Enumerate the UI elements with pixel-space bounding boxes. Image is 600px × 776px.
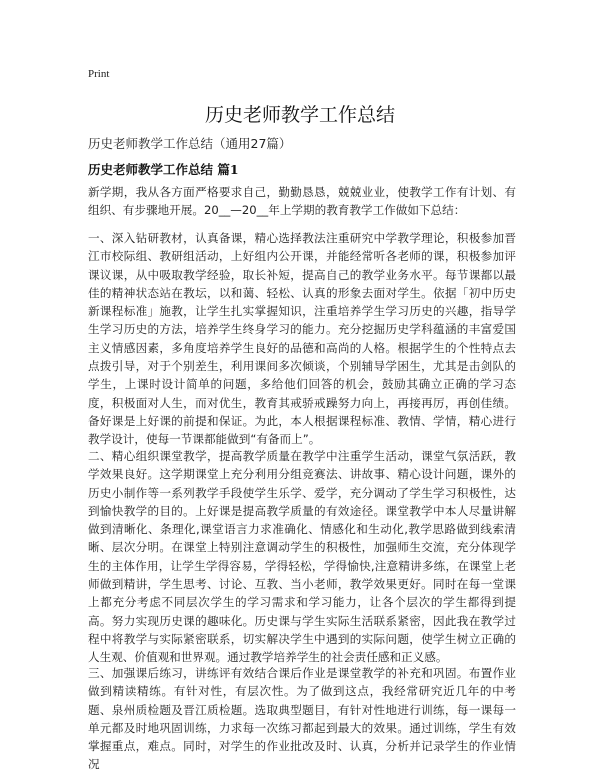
- paragraph-section-2: 二、精心组织课堂教学，提高教学质量在教学中注重学生活动，课堂气氛活跃，教学效果良好。这学期课堂上充分利用分组竞赛法、讲故事、精心设计问题，课外的历史小制作等一系列教学手段使学生乐学、爱学，充分调动了学生学习积极性，达到愉快教学的目的。上好课是提高教学质量的有效途径。课堂教学中本人尽量讲解做到清晰化、条理化,课堂语言力求准确化、情感化和生动化,教学思路做到线索清晰、层次分明。在课堂上特别注意调动学生的积极性，加强师生交流，充分体现学生的主体作用，让学生学得容易，学得轻松，学得愉快,注意精讲多练，在课堂上老师做到精讲，学生思考、讨论、互教、当小老师，教学效果更好。同时在每一堂课上都充分考虑不同层次学生的学习需求和学习能力，让各个层次的学生都得到提高。努力实现历史课的趣味化。历史课与学生实际生活联系紧密，因此我在教学过程中将教学与实际紧密联系，切实解决学生中遇到的实际问题，使学生树立正确的人生观、价值观和世界观。通过教学培养学生的社会责任感和正义感。: [88, 449, 516, 665]
- paragraph-section-1: 一、深入钻研教材，认真备课，精心选择教法注重研究中学教学理论，积极参加晋江市校际组、教研组活动，上好组内公开课，并能经常听各老师的课，积极参加评课议课，从中吸取教学经验，取长补短，提高自己的教学业务水平。每节课都以最佳的精神状态站在教坛，以和蔼、轻松、认真的形象去面对学生。依据「初中历史新课程标准」施教，让学生扎实掌握知识，注重培养学生学习历史的兴趣，指导学生学习历史的方法，培养学生终身学习的能力。充分挖掘历史学科蕴涵的丰富爱国主义情感因素，多角度培养学生良好的品德和高尚的人格。根据学生的个性特点去点拨引导，对于个别差生，利用课间多次倾谈，个别辅导学困生，尤其是击剑队的学生，上课时设计简单的问题，多给他们回答的机会，鼓励其确立正确的学习态度，积极面对人生，而对优生，教育其戒骄戒躁努力向上，再接再厉，再创佳绩。备好课是上好课的前提和保证。为此，本人根据课程标准、教情、学情，精心进行教学设计，使每一节课都能做到“有备而上”。: [88, 231, 516, 447]
- paragraph-intro: 新学期，我从各方面严格要求自己，勤勤恳恳，兢兢业业，使教学工作有计划、有组织、有步骤地开展。20__—20__年上学期的教育教学工作做如下总结：: [88, 185, 516, 218]
- paragraph-section-3: 三、加强课后练习，讲练评有效结合课后作业是课堂教学的补充和巩固。布置作业做到精读精练。有针对性，有层次性。为了做到这点，我经常研究近几年的中考题、泉州质检题及晋江质检题。选取典型题目，有针对性地进行训练，每一课每一单元都及时地巩固训练，力求每一次练习都起到最大的效果。通过训练，学生有效掌握重点，难点。同时，对学生的作业批改及时、认真，分析并记录学生的作业情况: [88, 666, 516, 772]
- section-heading: 历史老师教学工作总结 篇1: [88, 162, 239, 177]
- page-title: 历史老师教学工作总结: [204, 104, 395, 126]
- print-link[interactable]: Print: [88, 68, 110, 80]
- document-subtitle: 历史老师教学工作总结（通用27篇）: [88, 136, 292, 151]
